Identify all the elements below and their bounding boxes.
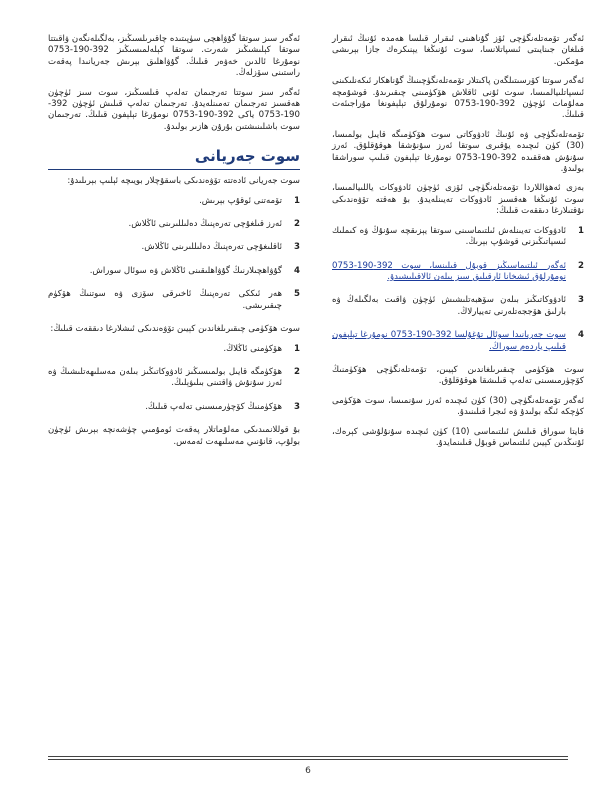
list-item [48,242,300,253]
list-item-number: 4 [294,265,300,276]
list-item-number: 5 [294,289,300,300]
numbered-list [48,344,300,414]
list-item-number: 1 [294,195,300,206]
list-item [48,402,300,413]
list-item [48,344,300,355]
paragraph: سوت ھۆكۈمى چىقىرىلغاندىن كېيىن، تۆمەتلەنگۈچى ھۆكۈمنىڭ كۆچۈرمىسىنى تەلەپ قىلىشقا ھوقۇقلۇق. [332,364,584,387]
list-item-text: ئادۋوكاتىڭىز بىلەن سۆھبەتلىشىش ئۈچۈن ۋاقىت بەلگىلەڭ ۋە بارلىق ھۆججەتلەرنى تەييارلاڭ. [332,295,566,317]
list-item [332,261,584,284]
list-item [48,266,300,277]
paragraph: بەزى ئەھۋاللاردا تۆمەتلەنگۈچى ئۆزى ئۈچۈن ئادۋوكات ياللىيالمىسا، سوت ئۇنىڭغا ھەقسىز ئادۋوكات تەيىنلەيدۇ. بۇ ھەقتە تۆۋەندىكى نۇقتىلارغا دىققەت قىلىڭ: [332,183,584,217]
left-column [48,34,300,456]
list-item [332,295,584,318]
paragraph: ئەگەر سىز سوتقا گۇۋاھچى سۈپىتىدە چاقىرىلسىڭىز، بەلگىلەنگەن ۋاقىتتا سوتقا كېلىشىڭىز شەرت. سوتقا كېلەلمىسىڭىز 392-190-0753 نومۇرغا ئالدىن خەۋەر قىلىڭ. گۇۋاھلىق بېرىش جەريانىدا پەقەت راستىنى سۆزلەڭ. [48,34,300,79]
list-item-text: ئەرز قىلغۇچى تەرەپنىڭ دەلىللىرىنى ئاڭلاش. [128,219,282,230]
paragraph: بۇ قوللانمىدىكى مەلۇماتلار پەقەت ئومۇمىي چۈشەنچە بېرىش ئۈچۈن بولۇپ، قانۇنىي مەسلىھەت ئەمەس. [48,425,300,447]
list-item-number: 2 [578,260,584,271]
list-item [48,289,300,312]
paragraph: سوت ھۆكۈمى چىقىرىلغاندىن كېيىن تۆۋەندىكى ئىشلارغا دىققەت قىلىڭ: [50,324,300,335]
paragraph: تۆمەتلەنگۈچى ۋە ئۇنىڭ ئادۋوكاتى سوت ھۆكۈمىگە قايىل بولمىسا، (30) كۈن ئىچىدە يۇقىرى سوتقا ئەرز سۇنۇشقا ھوقۇقلۇق. ئەرز سۇنۇش ھەققىدە 392-190-0753 نومۇرغا تېلېفون قىلىپ سوراشقا بولىدۇ. [332,129,584,175]
list-item [48,196,300,207]
list-item-text: ھۆكۈمنى ئاڭلاڭ. [223,343,282,354]
list-item-number: 3 [578,295,584,306]
list-item-number: 2 [294,219,300,230]
list-item [332,330,584,353]
paragraph: ئەگەر تۆمەتلەنگۈچى (30) كۈن ئىچىدە ئەرز سۇنمىسا، سوت ھۆكۈمى كۈچكە ئىگە بولىدۇ ۋە ئىجرا قىلىنىدۇ. [332,395,584,418]
list-item-text: ھۆكۈمنىڭ كۆچۈرمىسىنى تەلەپ قىلىڭ. [145,401,282,412]
numbered-list [48,196,300,312]
list-item-text: ئاقلىغۇچى تەرەپنىڭ دەلىللىرىنى ئاڭلاش. [141,242,282,253]
paragraph: قايتا سوراق قىلىش ئىلتىماسى (10) كۈن ئىچىدە سۇنۇلۇشى كېرەك، ئۇنىڭدىن كېيىن ئىلتىماس قوبۇل قىلىنمايدۇ. [332,426,584,448]
list-item-number: 2 [294,366,300,377]
page-number: 6 [305,766,311,776]
paragraph: ئەگەر تۆمەتلەنگۈچى ئۆز گۇناھىنى ئىقرار قىلسا ھەمدە ئۇنىڭ ئىقرار قىلغان جىنايىتى ئىسپاتلانسا، سوت ئۇنىڭغا يېنىكرەك جازا بېرىشى مۇمكىن. [332,34,584,67]
list-item-text: ھۆكۈمگە قايىل بولمىسىڭىز ئادۋوكاتىڭىز بىلەن مەسلىھەتلىشىڭ ۋە ئەرز سۇنۇش ۋاقتىنى بىلىۋېلىڭ. [48,366,282,389]
list-item-number: 4 [578,330,584,341]
list-item-text: تۆمەتنى ئوقۇپ بېرىش. [199,195,282,206]
list-item-text: ئادۋوكات تەيىنلەش ئىلتىماسىنى سوتقا يېزىقچە سۇنۇڭ ۋە كىملىك ئىسپاتىڭىزنى قوشۇپ بېرىڭ. [332,225,566,248]
list-item [48,367,300,390]
list-item-text: ھەر ئىككى تەرەپنىڭ ئاخىرقى سۆزى ۋە سوتنىڭ ھۆكۈم چىقىرىشى. [48,289,282,311]
footer-rule-bottom [48,759,568,760]
paragraph: سوت جەريانى ئادەتتە تۆۋەندىكى باسقۇچلار بويىچە ئېلىپ بېرىلىدۇ: [67,176,300,187]
paragraph: ئەگەر سوتتا كۆرسىتىلگەن پاكىتلار تۆمەتلەنگۈچىنىڭ گۇناھكار ئىكەنلىكىنى ئىسپاتلىيالمىسا، سوت ئۇنى ئاقلاش ھۆكۈمىنى چىقىرىدۇ. قوشۇمچە مەلۇمات ئۈچۈن 392-190-0753 نومۇرلۇق تېلېفونغا مۇراجىئەت قىلىڭ. [332,76,584,121]
list-item [48,219,300,230]
list-item-text[interactable]: سوت جەريانىدا سوئال تۇغۇلسا 392-190-0753 نومۇرغا تېلېفون قىلىپ ياردەم سوراڭ. [332,330,566,352]
list-item-text[interactable]: ئەگەر ئىلتىماسىڭىز قوبۇل قىلىنسا، سوت 392-190-0753 نومۇرلۇق ئىشخانا ئارقىلىق سىز بىلەن ئالاقىلىشىدۇ. [332,260,566,282]
list-item-text: گۇۋاھچىلارنىڭ گۇۋاھلىقىنى ئاڭلاش ۋە سوئال سوراش. [89,265,282,276]
numbered-list [332,226,584,353]
list-item-number: 1 [294,343,300,354]
section-heading: سوت جەريانى [48,147,300,170]
right-column [332,34,584,457]
list-item-number: 1 [578,225,584,236]
paragraph: ئەگەر سىز سوتتا تەرجىمان تەلەپ قىلسىڭىز، سوت سىز ئۈچۈن ھەقسىز تەرجىمان تەمىنلەيدۇ. تەرجىمان تەلەپ قىلىش ئۈچۈن 392-190-0753 ياكى 392-190-0753 نومۇرغا تېلېفون قىلىڭ. تەرجىمان سوت باشلىنىشتىن بۇرۇن ھازىر بولىدۇ. [48,87,300,132]
footer-rule-top [48,756,568,757]
list-item-number: 3 [294,401,300,412]
list-item [332,226,584,249]
list-item-number: 3 [294,242,300,253]
